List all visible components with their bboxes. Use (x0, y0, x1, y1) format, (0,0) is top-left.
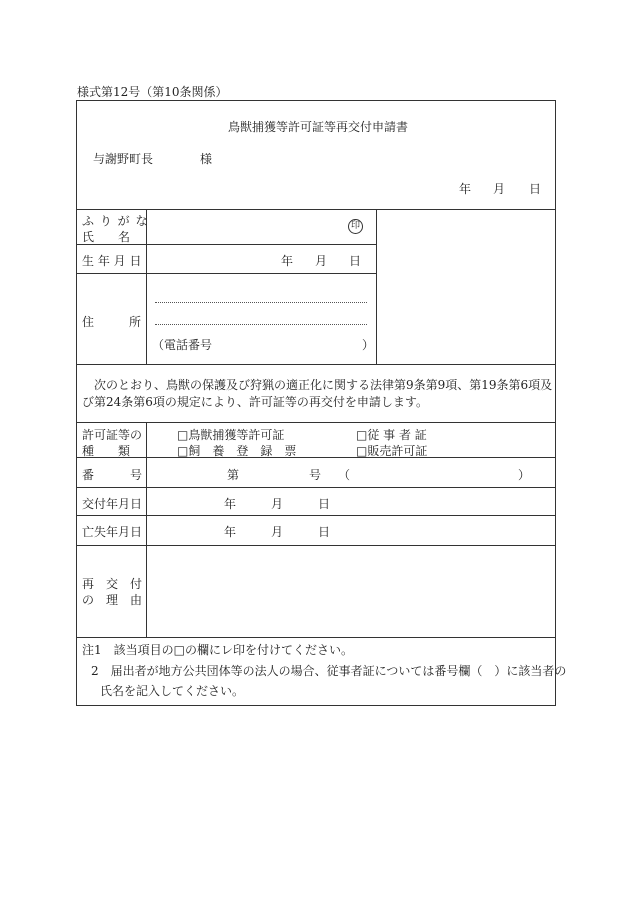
birthdate-year: 年 (281, 254, 294, 268)
option-sales-permit[interactable]: □販売許可証 (356, 444, 428, 458)
divider (76, 515, 556, 516)
option-assistant-cert[interactable]: □従 事 者 証 (356, 428, 427, 442)
birthdate-month: 月 (315, 254, 328, 268)
reason-label-1: 再 交 付 (82, 577, 143, 591)
form-title: 鳥獣捕獲等許可証等再交付申請書 (228, 120, 409, 134)
seal-mark: 印 (348, 219, 363, 234)
phone-close: ） (362, 338, 375, 352)
number-go: 号 (309, 468, 322, 482)
phone-label: （電話番号 (152, 338, 213, 352)
lost-month: 月 (271, 525, 284, 539)
divider (76, 545, 556, 546)
number-label: 番 号 (82, 468, 143, 482)
lost-year: 年 (224, 525, 237, 539)
lost-day: 日 (318, 525, 331, 539)
number-paren-close: ） (518, 468, 531, 482)
permit-type-label-2: 種 類 (82, 444, 131, 458)
option-capture-permit[interactable]: □鳥獣捕獲等許可証 (177, 428, 285, 442)
divider (376, 209, 377, 364)
number-dai: 第 (227, 468, 240, 482)
address-label-1: 住 (82, 315, 95, 329)
divider (76, 487, 556, 488)
issued-year: 年 (224, 497, 237, 511)
divider (76, 422, 556, 423)
divider (146, 209, 147, 364)
statement-text: 次のとおり、鳥獣の保護及び狩猟の適正化に関する法律第9条第9項、第19条第6項及び第24条第6項の規定により、許可証等の再交付を申請します。 (82, 378, 553, 409)
addressee-suffix: 様 (200, 152, 213, 166)
birthdate-day: 日 (349, 254, 362, 268)
divider (146, 422, 147, 637)
divider (76, 209, 556, 210)
lost-date-label: 亡失年月日 (82, 525, 143, 539)
issued-day: 日 (318, 497, 331, 511)
divider (76, 364, 556, 365)
address-line-1 (155, 302, 367, 303)
name-label: 氏 名 (82, 230, 131, 244)
header-date-year: 年 (459, 182, 472, 196)
divider (76, 273, 376, 274)
note-1: 注1 該当項目の□の欄にレ印を付けてください。 (82, 643, 353, 657)
number-paren-open: （ (338, 468, 351, 482)
form-number: 様式第12号（第10条関係） (77, 85, 228, 99)
divider (76, 637, 556, 638)
address-label-2: 所 (129, 315, 142, 329)
issued-date-label: 交付年月日 (82, 497, 143, 511)
furigana-label: ふ り が な (82, 214, 149, 228)
header-date-month: 月 (493, 182, 506, 196)
birthdate-label: 生 年 月 日 (82, 254, 142, 268)
issued-month: 月 (271, 497, 284, 511)
addressee: 与謝野町長 (93, 152, 154, 166)
address-line-2 (155, 324, 367, 325)
option-breeding-reg[interactable]: □飼 養 登 録 票 (177, 444, 297, 458)
reason-label-2: の 理 由 (82, 593, 143, 607)
permit-type-label-1: 許可証等の (82, 428, 143, 442)
header-date-day: 日 (529, 182, 542, 196)
divider (76, 457, 556, 458)
note-2-continued: 氏名を記入してください。 (100, 684, 245, 698)
note-2: 2 届出者が地方公共団体等の法人の場合、従事者証については番号欄（ ）に該当者の (91, 664, 567, 678)
